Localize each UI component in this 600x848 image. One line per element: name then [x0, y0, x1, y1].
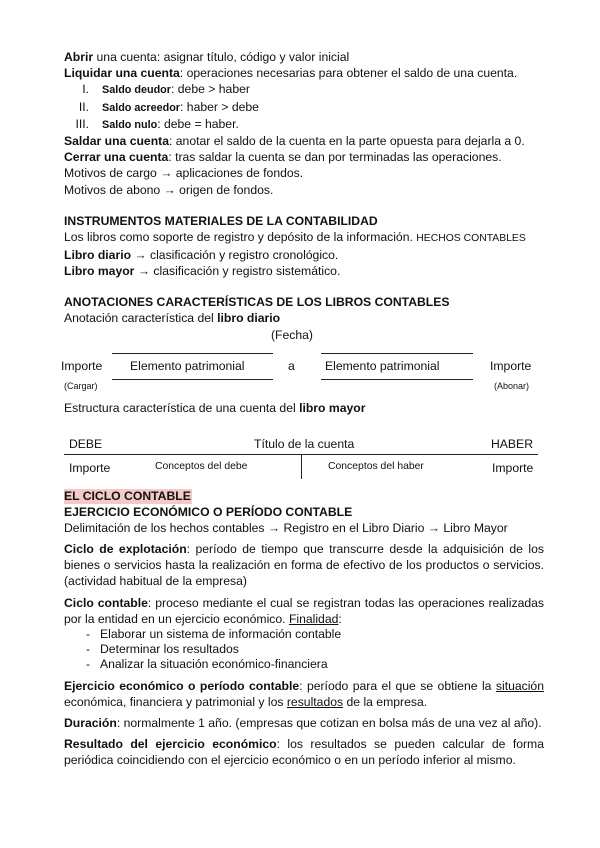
saldo-text: : debe = haber.	[157, 116, 239, 131]
libro-mayor-text: → clasificación y registro sistemático.	[134, 264, 341, 279]
ejercicio-paragraph	[64, 678, 544, 710]
anotaciones-title: ANOTACIONES CARACTERÍSTICAS DE LOS LIBROS CONTABLES	[64, 295, 450, 310]
explotacion-paragraph	[64, 541, 544, 590]
elemento-left: Elemento patrimonial	[130, 358, 245, 373]
abrir-line	[64, 49, 544, 65]
cerrar-text: : tras saldar la cuenta se dan por terminadas las operaciones.	[168, 150, 502, 165]
ciclo-contable-text: : proceso mediante el cual se registran todas las operaciones realizadas por la entidad en un ejercicio económico.	[64, 595, 544, 626]
instrumentos-title: INSTRUMENTOS MATERIALES DE LA CONTABILIDAD	[64, 213, 378, 228]
roman-numeral: II.	[78, 99, 89, 114]
liquidar-line	[64, 65, 544, 81]
titulo-cuenta: Título de la cuenta	[254, 436, 355, 451]
ejercicio-text: de la empresa.	[343, 694, 428, 709]
ciclo-heading-wrap	[64, 489, 544, 504]
importe-left: Importe	[61, 358, 103, 373]
finalidad-item	[64, 642, 544, 657]
abono-line: Motivos de abono → origen de fondos.	[64, 182, 274, 197]
duracion-paragraph	[64, 715, 544, 731]
saldo-text: : debe > haber	[170, 82, 250, 97]
conceptos-haber: Conceptos del haber	[328, 460, 424, 472]
cargar-label: (Cargar)	[64, 380, 98, 391]
duracion-text: : normalmente 1 año. (empresas que cotizan en bolsa más de una vez al año).	[116, 716, 542, 731]
libro-diario-text: → clasificación y registro cronológico.	[131, 248, 339, 263]
saldo-term: Saldo deudor	[102, 84, 171, 97]
roman-numeral: I.	[82, 82, 89, 97]
resultado-text: : los resultados se pueden calcular de forma periódica coincidiendo con el ejercicio económico o en un período inferior al mismo.	[64, 737, 544, 768]
roman-numeral: III.	[75, 116, 89, 131]
debe-header: DEBE	[69, 436, 103, 451]
divider	[112, 379, 273, 380]
finalidad-item	[64, 627, 544, 642]
diario-intro-line	[64, 310, 544, 326]
libro-diario-line	[64, 247, 544, 263]
finalidad-label: Finalidad	[288, 611, 339, 626]
liquidar-text: : operaciones necesarias para obtener el saldo de una cuenta.	[179, 66, 518, 81]
saldar-term: Saldar una cuenta	[64, 134, 169, 149]
explotacion-text: : período de tiempo que transcurre desde la adquisición de los bienes o servicios hasta la realización en forma de efectivo de los productos o servicios. (actividad habitual de la empresa)	[64, 542, 544, 589]
abonar-label: (Abonar)	[494, 380, 530, 391]
haber-header: HABER	[491, 436, 533, 451]
diario-intro-text: Anotación característica del	[64, 311, 218, 326]
finalidad-text: Analizar la situación económico-financiera	[100, 657, 328, 672]
instrumentos-line	[64, 229, 544, 247]
abrir-text: una cuenta: asignar título, código y valor inicial	[93, 50, 350, 64]
ciclo-contable-paragraph	[64, 595, 544, 627]
elemento-right: Elemento patrimonial	[325, 358, 440, 373]
cerrar-line	[64, 149, 544, 165]
saldo-text: : haber > debe	[180, 99, 259, 114]
liquidar-term: Liquidar una cuenta	[64, 66, 180, 81]
saldo-term: Saldo acreedor	[102, 101, 181, 114]
hechos-contables: HECHOS CONTABLES	[416, 232, 526, 244]
resultado-term: Resultado del ejercicio económico	[64, 737, 277, 752]
document-page	[61, 49, 544, 769]
divider	[321, 353, 473, 354]
duracion-term: Duración	[64, 716, 117, 731]
saldo-term: Saldo nulo	[102, 118, 158, 131]
fecha-label: (Fecha)	[271, 327, 313, 342]
cargo-line: Motivos de cargo → aplicaciones de fondos.	[64, 166, 304, 181]
libro-diario-term: Libro diario	[64, 248, 132, 263]
t-vertical-line	[301, 454, 302, 479]
finalidad-text: Elaborar un sistema de información contable	[100, 627, 342, 642]
ejercicio-text: : período para el que se obtiene la	[299, 678, 496, 693]
ejercicio-subheading: EJERCICIO ECONÓMICO O PERÍODO CONTABLE	[64, 504, 353, 519]
divider	[112, 353, 273, 354]
resultados-underlined: resultados	[286, 694, 344, 709]
a-label: a	[288, 358, 295, 373]
diario-intro-bold: libro diario	[217, 311, 281, 326]
explotacion-term: Ciclo de explotación	[64, 542, 187, 557]
ciclo-contable-term: Ciclo contable	[64, 595, 148, 610]
libro-mayor-line	[64, 263, 544, 279]
ejercicio-term: Ejercicio económico o período contable	[64, 678, 300, 693]
ciclo-heading: EL CICLO CONTABLE	[64, 488, 191, 503]
mayor-t-account	[64, 430, 544, 480]
mayor-intro-bold: libro mayor	[299, 400, 366, 415]
conceptos-debe: Conceptos del debe	[155, 460, 248, 472]
dash-bullet: -	[86, 642, 91, 657]
finalidad-text: Determinar los resultados	[100, 642, 239, 657]
saldar-text: : anotar el saldo de la cuenta en la parte opuesta para dejarla a 0.	[168, 134, 525, 149]
importe-right: Importe	[490, 358, 532, 373]
dash-bullet: -	[86, 627, 91, 642]
libro-mayor-term: Libro mayor	[64, 264, 135, 279]
saldo-item	[64, 116, 544, 133]
instrumentos-text: Los libros como soporte de registro y depósito de la información.	[64, 229, 417, 244]
dash-bullet: -	[86, 657, 91, 672]
abrir-term: Abrir	[64, 50, 94, 64]
saldo-item	[64, 99, 544, 116]
flow-line: Delimitación de los hechos contables → Registro en el Libro Diario → Libro Mayor	[64, 520, 508, 535]
ejercicio-text: económica, financiera y patrimonial y los	[64, 694, 287, 709]
saldo-item	[64, 81, 544, 98]
importe-debe: Importe	[69, 460, 111, 475]
mayor-intro-line	[64, 400, 544, 416]
diario-diagram	[61, 327, 544, 392]
situacion-underlined: situación	[495, 678, 544, 693]
divider	[321, 379, 473, 380]
saldar-line	[64, 133, 544, 149]
cerrar-term: Cerrar una cuenta	[64, 150, 169, 165]
resultado-paragraph	[64, 736, 544, 768]
mayor-intro-text: Estructura característica de una cuenta del	[64, 400, 300, 415]
finalidad-item	[64, 657, 544, 672]
importe-haber: Importe	[492, 460, 534, 475]
finalidad-colon: :	[338, 611, 342, 626]
